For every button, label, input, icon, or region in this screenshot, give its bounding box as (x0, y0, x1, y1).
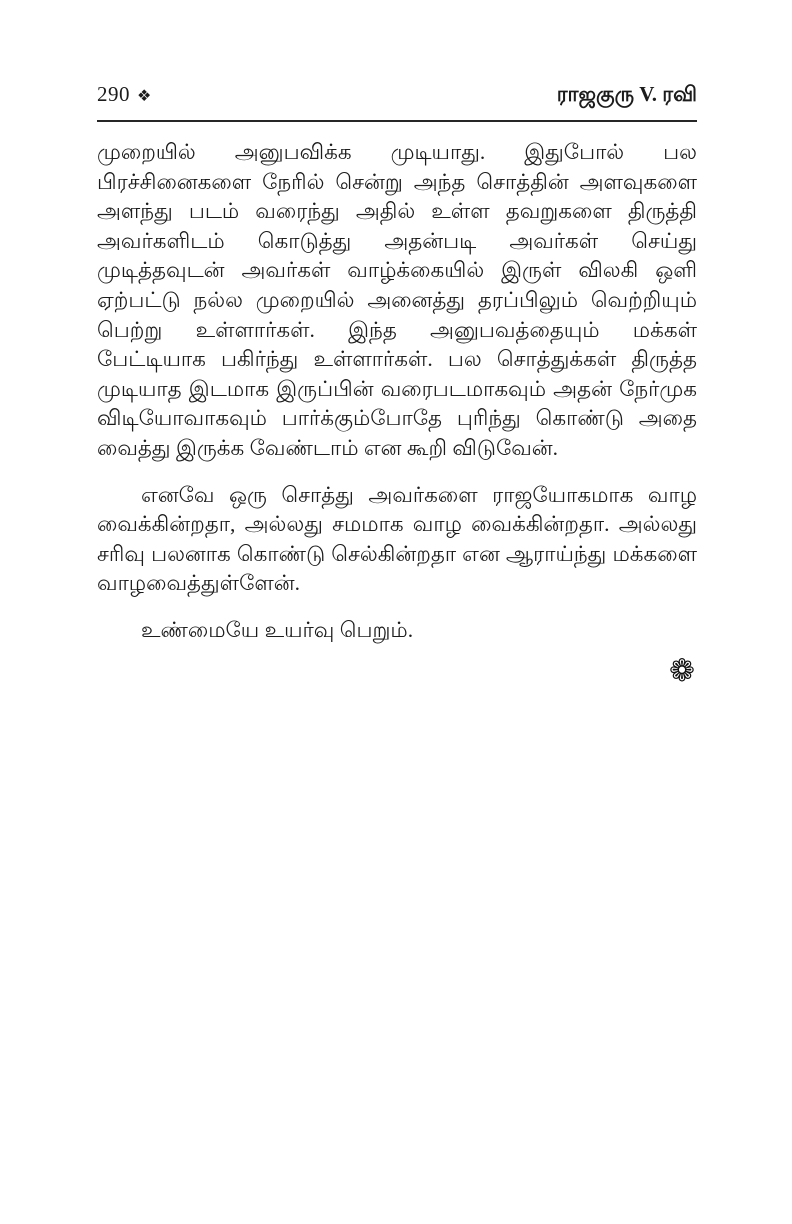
diamond-ornament-icon: ❖ (137, 86, 152, 105)
body-paragraph: உண்மையே உயர்வு பெறும். (141, 617, 414, 642)
running-head-author: ராஜகுரு V. ரவி (556, 82, 697, 106)
page-header (97, 82, 697, 109)
page-number: 290 (97, 82, 130, 106)
page-body (97, 138, 697, 689)
body-paragraph: எனவே ஒரு சொத்து அவர்களை ராஜயோகமாக வாழ வைக்கின்றதா, அல்லது சமமாக வாழ வைக்கின்றதா. அல்லது சரிவு பலனாக கொண்டு செல்கின்றதா என ஆராய்ந்து மக்களை வாழவைத்துள்ளேன். (97, 482, 697, 596)
ornament-row (97, 652, 697, 690)
header-rule (97, 120, 697, 122)
body-paragraph: முறையில் அனுபவிக்க முடியாது. இதுபோல் பல பிரச்சினைகளை நேரில் சென்று அந்த சொத்தின் அளவுகளை அளந்து படம் வரைந்து அதில் உள்ள தவறுகளை திருத்தி அவர்களிடம் கொடுத்து அதன்படி அவர்கள் செய்து முடித்தவுடன் அவர்கள் வாழ்க்கையில் இருள் விலகி ஒளி ஏற்பட்டு நல்ல முறையில் அனைத்து தரப்பிலும் வெற்றியும் பெற்று உள்ளார்கள். இந்த அனுபவத்தையும் மக்கள் பேட்டியாக பகிர்ந்து உள்ளார்கள். பல சொத்துக்கள் திருத்த முடியாத இடமாக இருப்பின் வரைபடமாகவும் அதன் நேர்முக விடியோவாகவும் பார்க்கும்போதே புரிந்து கொண்டு அதை வைத்து இருக்க வேண்டாம் என கூறி விடுவேன். (97, 140, 697, 460)
flower-ornament-icon: ❁ (669, 652, 695, 689)
page-header-left (97, 82, 152, 107)
